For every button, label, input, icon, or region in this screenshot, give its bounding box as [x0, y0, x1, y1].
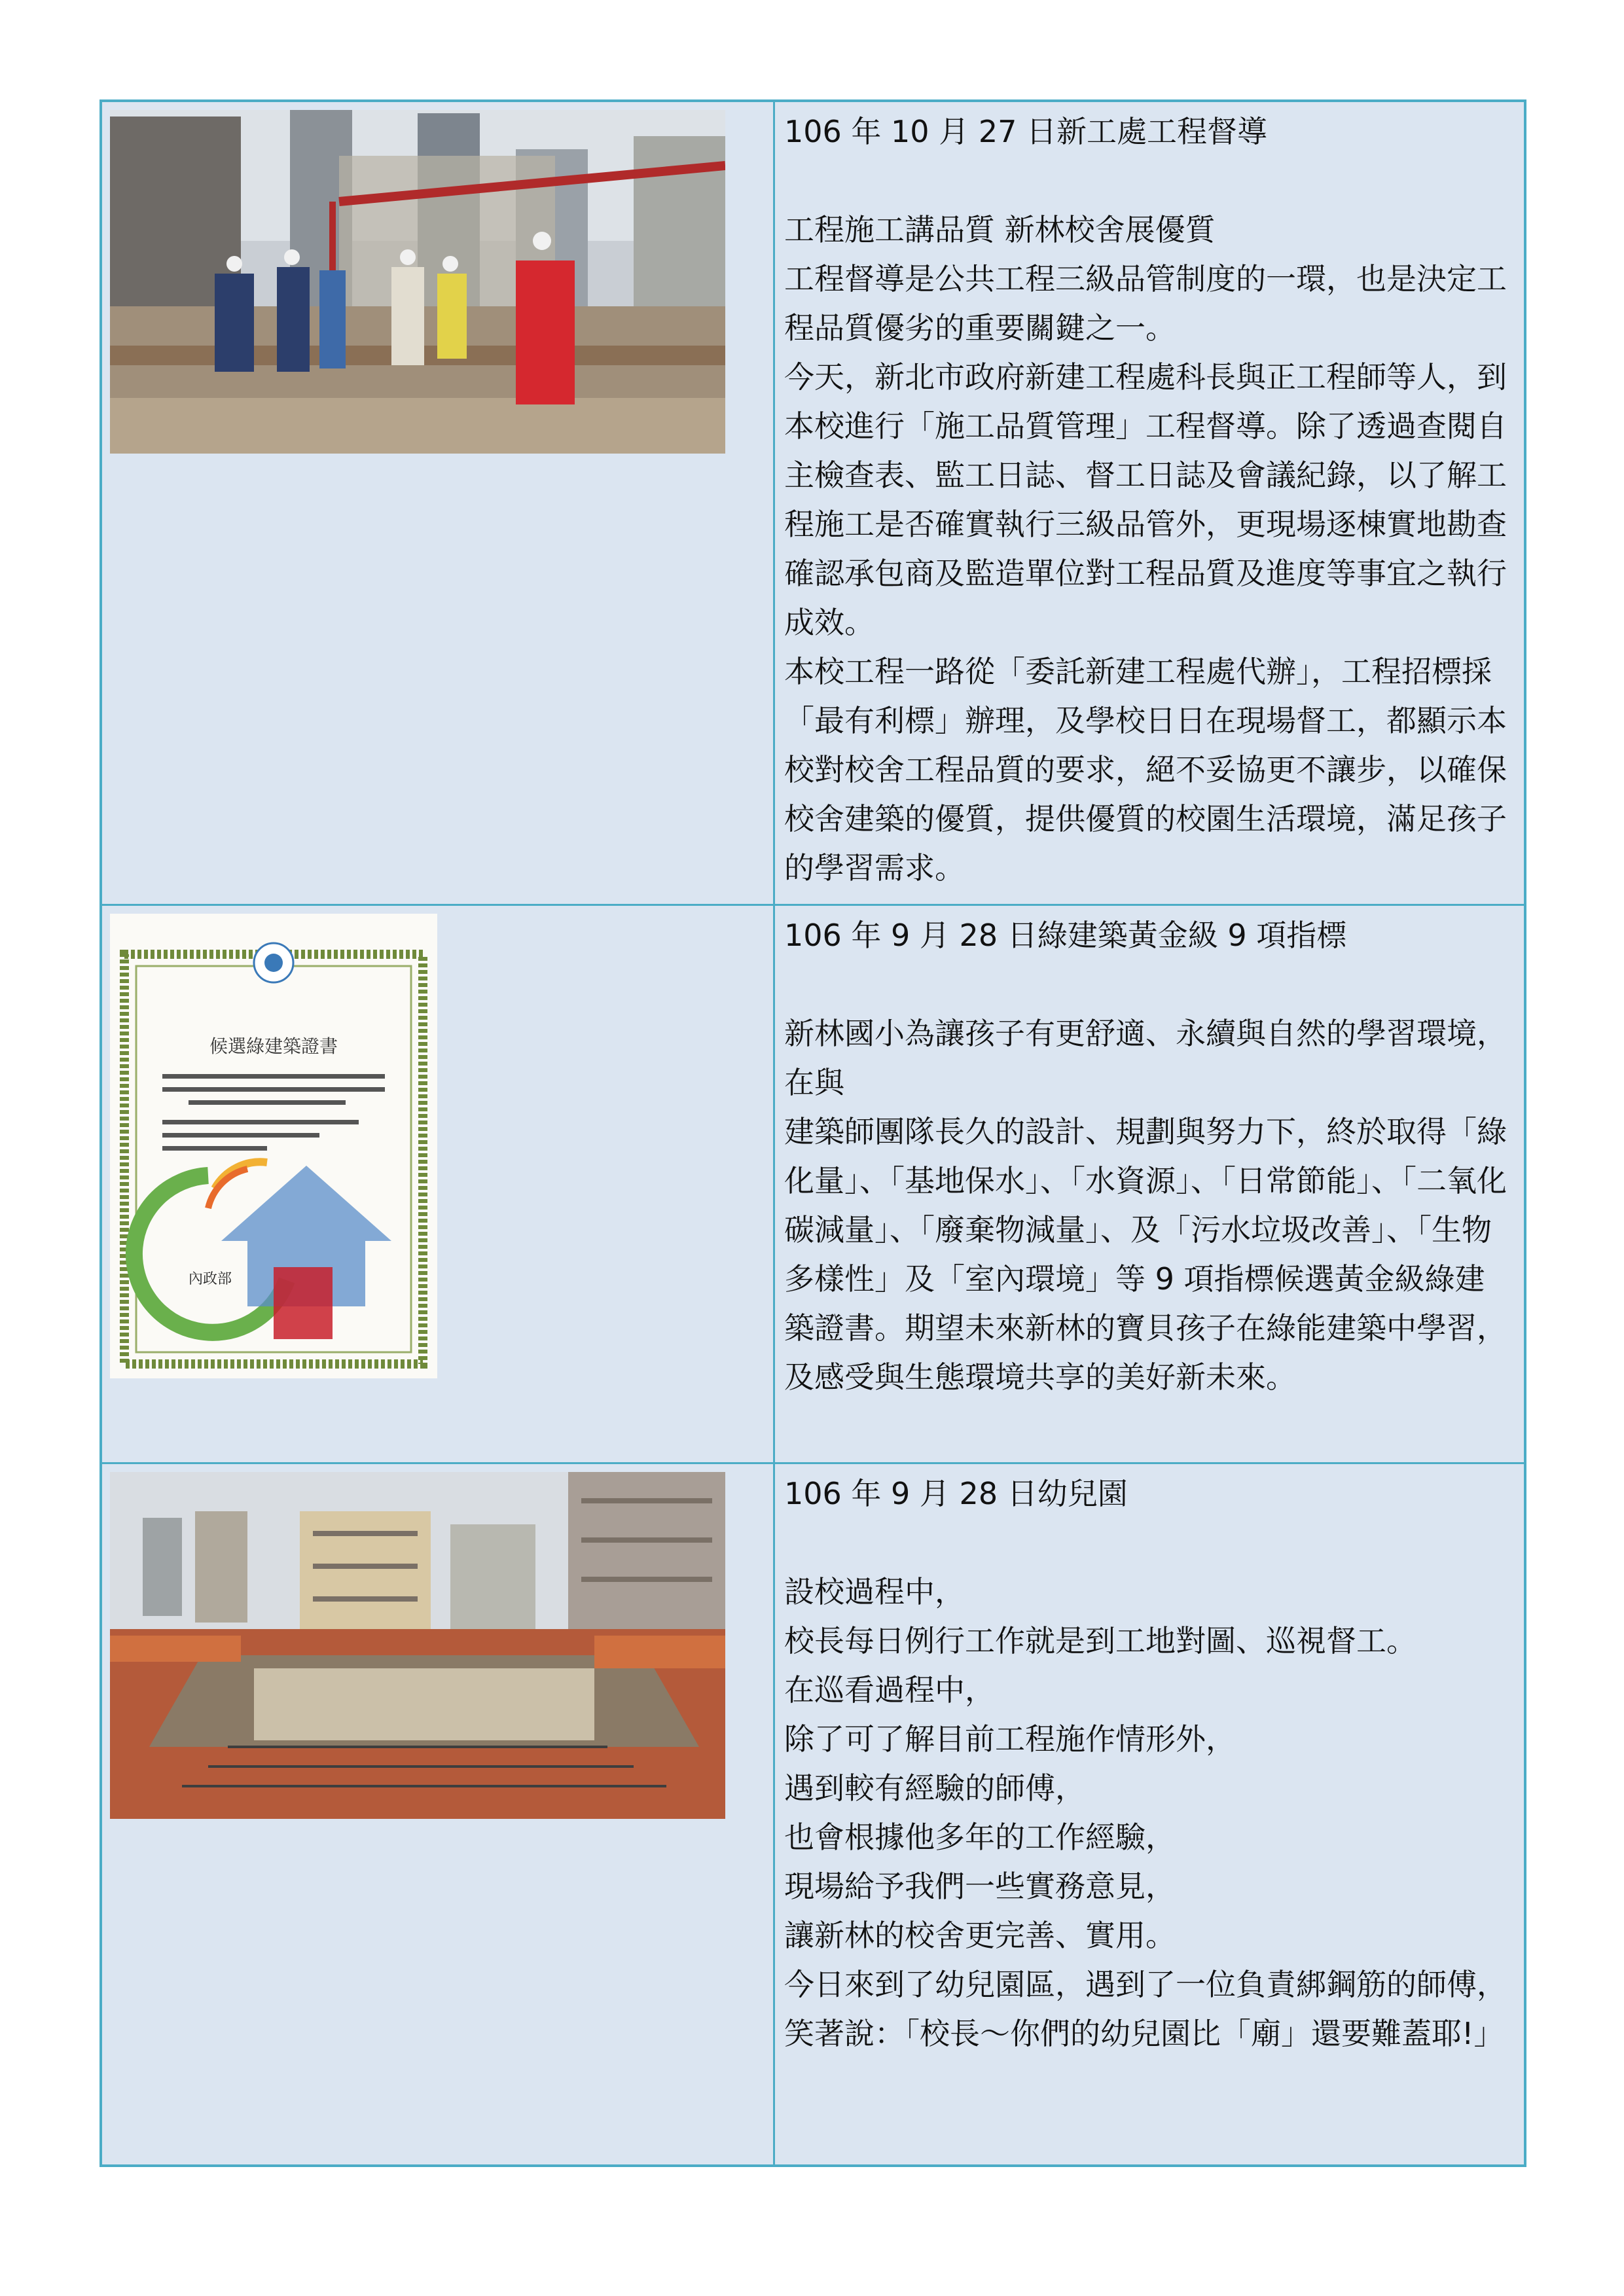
content-table — [99, 99, 1526, 2167]
kindergarten-construction-photo — [110, 1472, 725, 1819]
paragraph: 笑著說：「校長～你們的幼兒園比「廟」還要難蓋耶!」 — [784, 2016, 1504, 2051]
table-row — [102, 102, 1524, 906]
table-row — [102, 906, 1524, 1464]
entry-title: 106 年 9 月 28 日幼兒園 — [784, 1476, 1128, 1511]
seal-text: 內政部 — [189, 1271, 232, 1287]
paragraph: 今天，新北市政府新建工程處科長與正工程師等人，到本校進行「施工品質管理」工程督導。除了透過查閱自主檢查表、監工日誌、督工日誌及會議紀錄，以了解工程施工是否確實執行三級品管外，更現場逐棟實地勘查確認承包商及監造單位對工程品質及進度等事宜之執行成效。 — [784, 359, 1507, 640]
text-cell — [775, 906, 1524, 1462]
entry-title: 106 年 9 月 28 日綠建築黃金級 9 項指標 — [784, 918, 1347, 953]
table-row — [102, 1464, 1524, 2164]
paragraph: 也會根據他多年的工作經驗， — [784, 1820, 1176, 1855]
construction-inspection-photo — [110, 110, 725, 454]
text-cell — [775, 102, 1524, 904]
paragraph: 除了可了解目前工程施作情形外， — [784, 1721, 1236, 1757]
paragraph: 工程施工講品質 新林校舍展優質 — [784, 212, 1216, 247]
image-cell — [102, 1464, 775, 2164]
image-cell — [102, 102, 775, 904]
paragraph: 設校過程中， — [784, 1574, 965, 1609]
paragraph: 遇到較有經驗的師傅， — [784, 1770, 1085, 1806]
paragraph: 在巡看過程中， — [784, 1672, 995, 1708]
paragraph: 讓新林的校舍更完善、實用。 — [784, 1918, 1176, 1953]
entry-title: 106 年 10 月 27 日新工處工程督導 — [784, 114, 1267, 149]
paragraph: 工程督導是公共工程三級品管制度的一環，也是決定工程品質優劣的重要關鍵之一。 — [784, 261, 1507, 346]
certificate-heading: 候選綠建築證書 — [209, 1035, 338, 1057]
image-cell — [102, 906, 775, 1462]
paragraph: 現場給予我們一些實務意見， — [784, 1869, 1176, 1904]
text-cell — [775, 1464, 1524, 2164]
green-building-certificate-image — [110, 914, 437, 1378]
paragraph: 建築師團隊長久的設計、規劃與努力下，終於取得「綠化量」、「基地保水」、「水資源」、「日常節能」、「二氧化碳減量」、「廢棄物減量」、及「污水垃圾改善」、「生物多樣性」及「室內環境」等 9 項指標候選黃金級綠建築證書。期望未來新林的寶貝孩子在綠能建築中學習，及感受與生態環境共享的美好新未來。 — [784, 1114, 1507, 1395]
paragraph: 校長每日例行工作就是到工地對圖、巡視督工。 — [784, 1623, 1416, 1659]
paragraph: 今日來到了幼兒園區，遇到了一位負責綁鋼筋的師傅， — [784, 1967, 1507, 2002]
paragraph: 新林國小為讓孩子有更舒適、永續與自然的學習環境，在與 — [784, 1016, 1507, 1100]
paragraph: 本校工程一路從「委託新建工程處代辦」，工程招標採「最有利標」辦理，及學校日日在現場督工，都顯示本校對校舍工程品質的要求，絕不妥協更不讓步，以確保校舍建築的優質，提供優質的校園生活環境，滿足孩子的學習需求。 — [784, 654, 1507, 886]
